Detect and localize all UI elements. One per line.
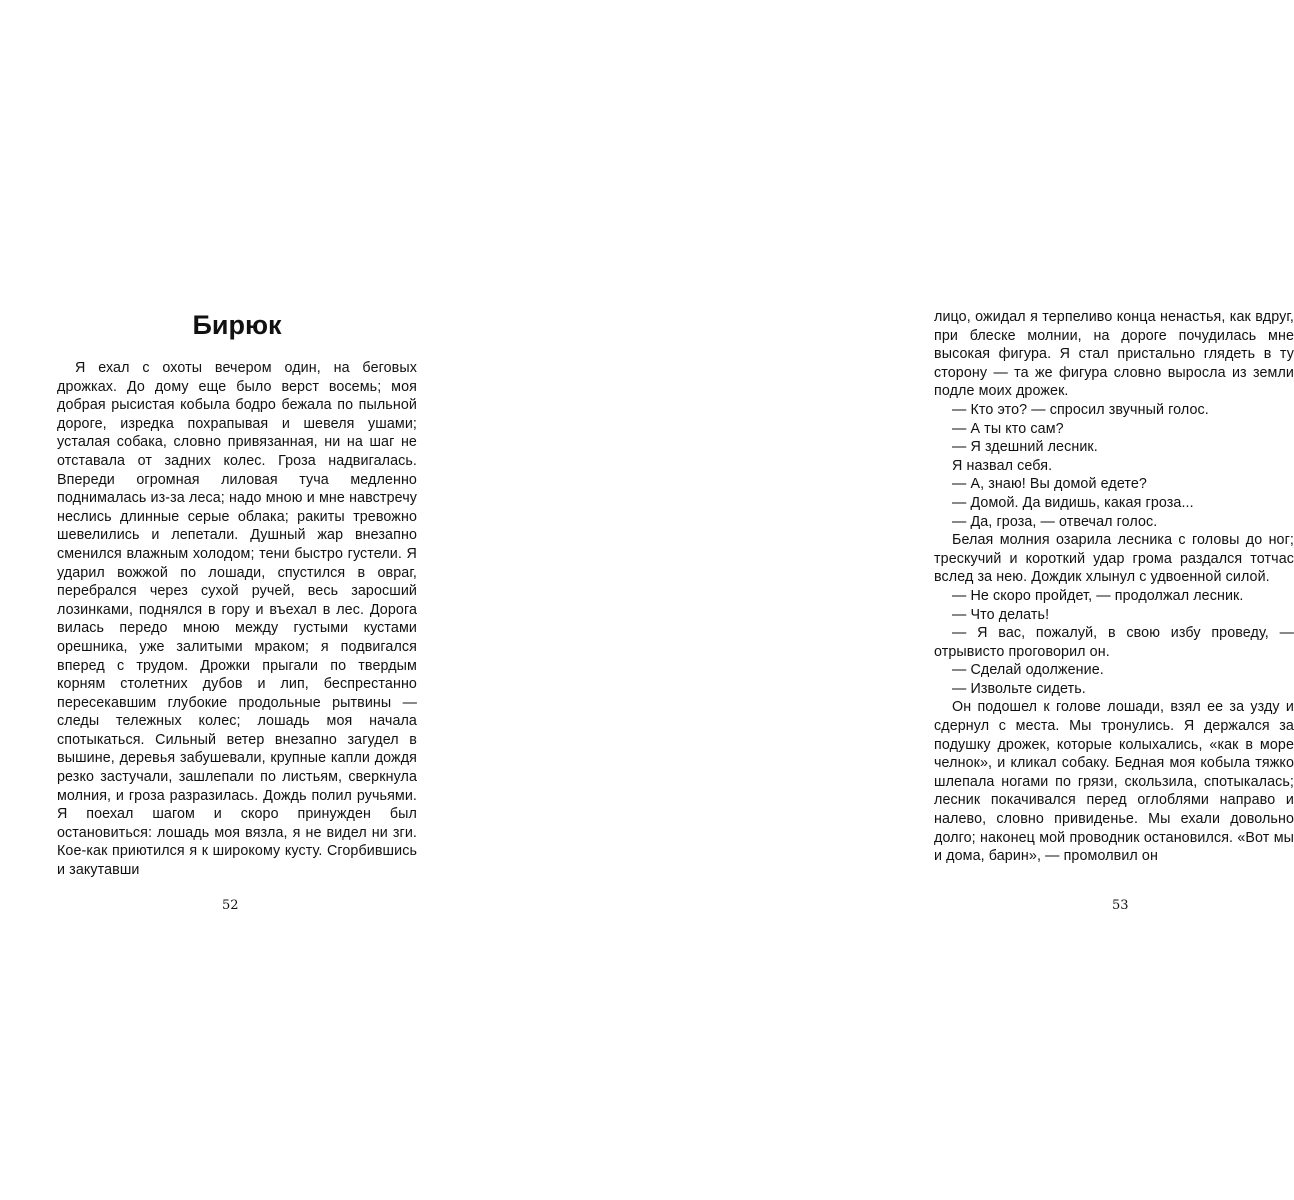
left-page-text bbox=[57, 359, 417, 880]
dialogue-line: — А ты кто сам? bbox=[952, 420, 1064, 437]
dialogue-line: — Домой. Да видишь, какая гроза... bbox=[952, 494, 1194, 511]
chapter-title: Бирюк bbox=[192, 310, 282, 340]
page-number-left: 52 bbox=[222, 898, 239, 913]
dialogue-line: — Я здешний лесник. bbox=[952, 439, 1098, 456]
dialogue-line: — Да, гроза, — отвечал голос. bbox=[952, 513, 1158, 530]
dialogue-line: — Извольте сидеть. bbox=[952, 680, 1086, 697]
paragraph: Белая молния озарила лесника с головы до ног; трескучий и короткий удар грома раздался тотчас вслед за нею. Дождик хлынул с удвоенной силой. bbox=[934, 532, 1294, 586]
right-page-text bbox=[934, 308, 1294, 866]
dialogue-line: — А, знаю! Вы домой едете? bbox=[952, 476, 1147, 493]
dialogue-line: — Сделай одолжение. bbox=[952, 662, 1104, 679]
dialogue-line: — Кто это? — спросил звучный голос. bbox=[952, 401, 1209, 418]
dialogue-line: — Я вас, пожалуй, в свою избу проведу, — отрывисто проговорил он. bbox=[934, 625, 1294, 660]
dialogue-line: — Что делать! bbox=[952, 606, 1050, 623]
page-number-right: 53 bbox=[1112, 898, 1129, 913]
paragraph: Я ехал с охоты вечером один, на беговых дрожках. До дому еще было верст восемь; моя добрая рысистая кобыла бодро бежала по пыльной дороге, изредка похрапывая и шевеля ушами; усталая собака, словно привязанная, ни на шаг не отставала от задних колес. Гроза надвигалась. Впереди огромная лиловая туча медленно поднималась из-за леса; надо мною и мне навстречу неслись длинные серые облака; ракиты тревожно шевелились и лепетали. Душный жар внезапно сменился влажным холодом; тени быстро густели. Я ударил вожжой по лошади, спустился в овраг, перебрался через сухой ручей, весь заросший лозинками, поднялся в гору и въехал в лес. Дорога вилась передо мною между густыми кустами орешника, уже залитыми мраком; я подвигался вперед с трудом. Дрожки прыгали по твердым корням столетних дубов и лип, беспрестанно пересекавшим глубокие продольные рытвины — следы тележных колес; лошадь моя начала спотыкаться. Сильный ветер внезапно загудел в вышине, деревья забушевали, крупные капли дождя резко застучали, зашлепали по листьям, сверкнула молния, и гроза разразилась. Дождь полил ручьями. Я поехал шагом и скоро принужден был остановиться: лошадь моя вязла, я не видел ни зги. Кое-как приютился я к широкому кусту. Сгорбившись и закутавши bbox=[57, 360, 417, 879]
paragraph: Он подошел к голове лошади, взял ее за узду и сдернул с места. Мы тронулись. Я держался за подушку дрожек, которые колыхались, «как в море челнок», и кликал собаку. Бедная моя кобыла тяжко шлепала ногами по грязи, скользила, спотыкалась; лесник покачивался перед оглоблями направо и налево, словно привиденье. Мы ехали довольно долго; наконец мой проводник остановился. «Вот мы и дома, барин», — промолвил он bbox=[934, 699, 1294, 865]
dialogue-line: — Не скоро пройдет, — продолжал лесник. bbox=[952, 587, 1244, 604]
paragraph: Я назвал себя. bbox=[952, 457, 1053, 474]
right-page bbox=[450, 0, 1294, 1200]
continued-paragraph: лицо, ожидал я терпеливо конца ненастья, как вдруг, при блеске молнии, на дороге почудилась мне высокая фигура. Я стал пристально глядеть в ту сторону — та же фигура словно выросла из земли подле моих дрожек. bbox=[934, 309, 1294, 400]
left-page bbox=[0, 0, 450, 1200]
